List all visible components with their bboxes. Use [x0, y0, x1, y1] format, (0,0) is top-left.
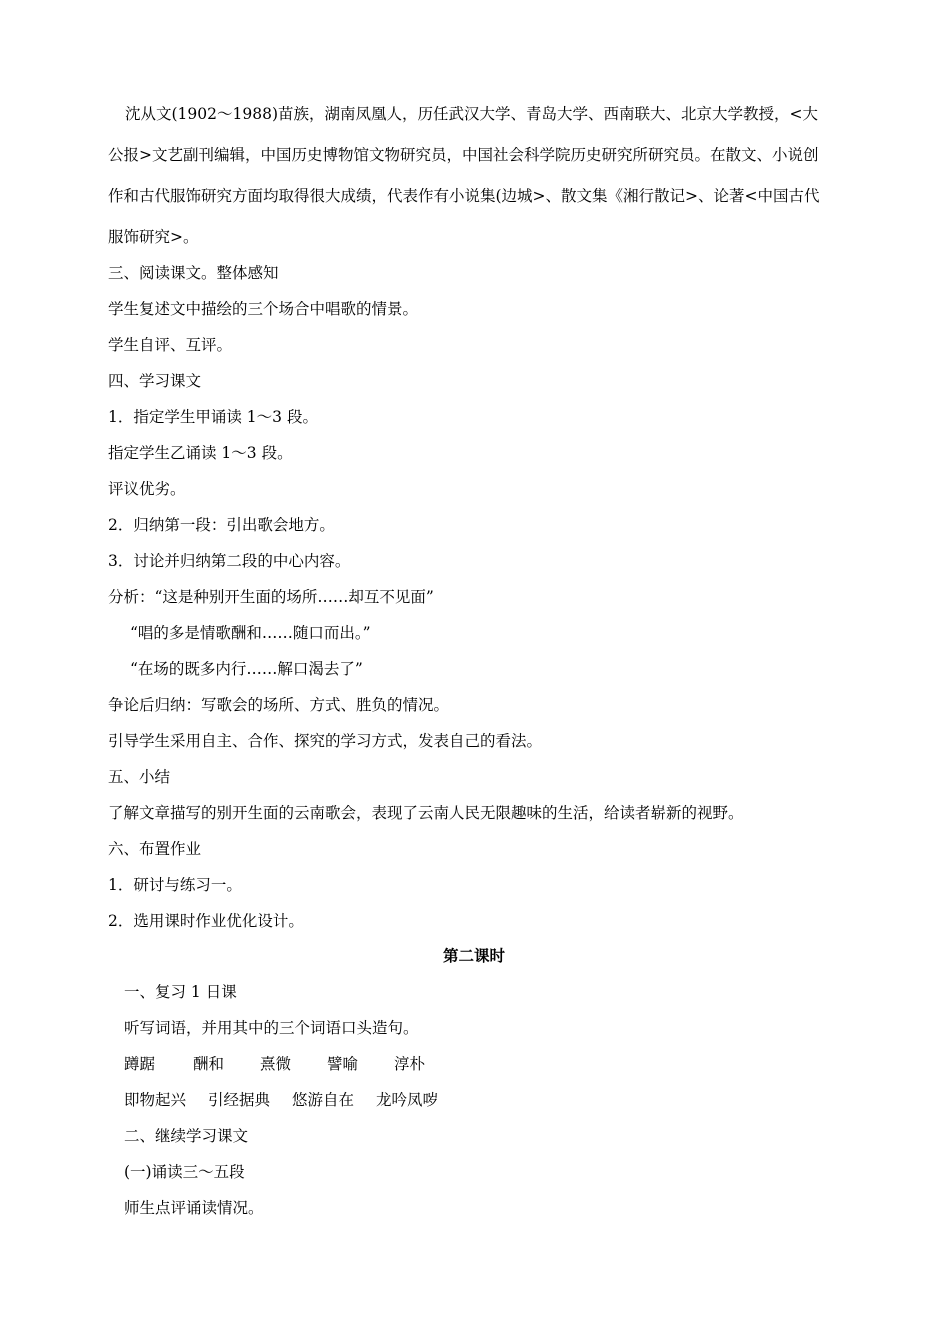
vocab-idiom: 悠游自在 [292, 1091, 355, 1109]
text-line: 学生复述文中描绘的三个场合中唱歌的情景。 [108, 300, 419, 318]
text-line: 2．归纳第一段：引出歌会地方。 [108, 516, 335, 534]
text-line: 引导学生采用自主、合作、探究的学习方式，发表自己的看法。 [108, 732, 543, 750]
vocab-word: 蹲踞 [124, 1055, 156, 1073]
quote-line: “在场的既多内行……解口渴去了” [130, 660, 363, 678]
vocab-word: 熹微 [260, 1055, 292, 1073]
text-line: 1．研讨与练习一。 [108, 876, 242, 894]
heading-study-text: 四、学习课文 [108, 372, 202, 390]
heading-review: 一、复习 1 日课 [124, 983, 237, 1001]
section-title: 第二课时 [443, 946, 506, 965]
quote-line: “唱的多是情歌酬和……随口而出。” [130, 624, 371, 642]
heading-continue: 二、继续学习课文 [124, 1127, 249, 1145]
intro-line: 公报>文艺副刊编辑，中国历史博物馆文物研究员，中国社会科学院历史研究所研究员。在散文、小说创 [108, 146, 819, 164]
text-line: (一)诵读三～五段 [124, 1163, 245, 1181]
text-line: 评议优劣。 [108, 480, 186, 498]
text-line: 争论后归纳：写歌会的场所、方式、胜负的情况。 [108, 696, 450, 714]
text-line: 2．选用课时作业优化设计。 [108, 912, 304, 930]
intro-line: 沈从文(1902～1988)苗族，湖南凤凰人，历任武汉大学、青岛大学、西南联大、北京大学教授，<大 [125, 105, 818, 123]
text-line: 1．指定学生甲诵读 1～3 段。 [108, 408, 318, 426]
vocab-idiom: 引经据典 [208, 1091, 271, 1109]
intro-line: 作和古代服饰研究方面均取得很大成绩，代表作有小说集(边城>、散文集《湘行散记>、论著<中国古代 [108, 187, 820, 205]
text-line: 了解文章描写的别开生面的云南歌会，表现了云南人民无限趣味的生活，给读者崭新的视野。 [108, 804, 744, 822]
text-line: 听写词语，并用其中的三个词语口头造句。 [124, 1019, 419, 1037]
vocab-word: 譬喻 [327, 1055, 359, 1073]
heading-summary: 五、小结 [108, 768, 171, 786]
text-line: 学生自评、互评。 [108, 336, 233, 354]
text-line: 分析：“这是种别开生面的场所……却互不见面” [108, 588, 434, 606]
text-line: 指定学生乙诵读 1～3 段。 [108, 444, 293, 462]
heading-homework: 六、布置作业 [108, 840, 202, 858]
heading-read-text: 三、阅读课文。整体感知 [108, 264, 279, 282]
text-line: 师生点评诵读情况。 [124, 1199, 264, 1217]
intro-line: 服饰研究>。 [108, 228, 199, 246]
vocab-idiom: 即物起兴 [124, 1091, 187, 1109]
vocab-word: 酬和 [193, 1055, 225, 1073]
vocab-idiom: 龙吟凤哕 [376, 1091, 439, 1109]
vocab-word: 淳朴 [394, 1055, 426, 1073]
text-line: 3．讨论并归纳第二段的中心内容。 [108, 552, 351, 570]
